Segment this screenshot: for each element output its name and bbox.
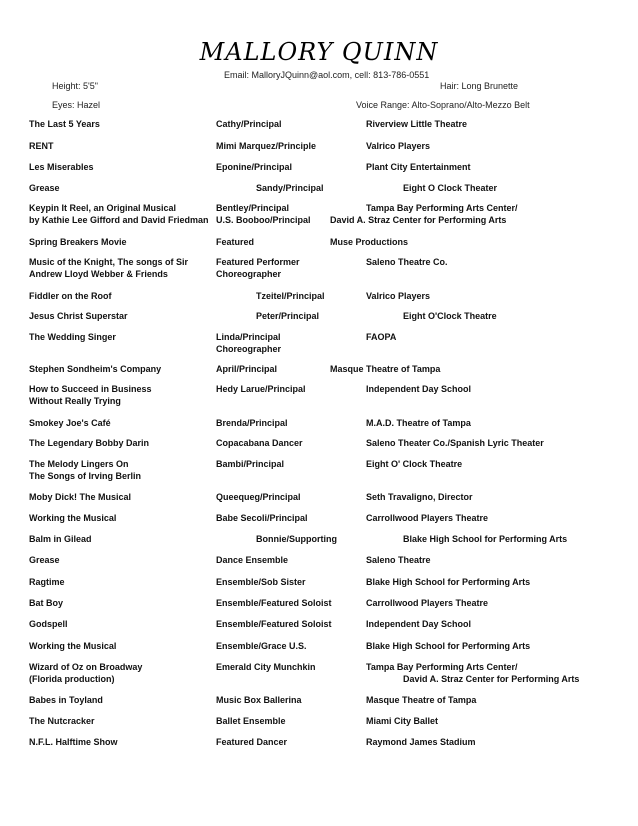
credit-venue: Eight O Clock Theater — [403, 183, 498, 193]
credit-role: Featured Performer Choreographer — [216, 257, 300, 279]
credit-role: Dance Ensemble — [216, 555, 289, 565]
credit-row — [0, 458, 638, 482]
credit-show: Balm in Gilead — [29, 534, 92, 544]
credit-row — [0, 736, 638, 760]
credit-venue: Riverview Little Theatre — [366, 119, 468, 129]
credit-venue: Masque Theatre of Tampa — [330, 364, 441, 374]
credit-role: Copacabana Dancer — [216, 438, 303, 448]
credit-venue: Eight O'Clock Theatre — [403, 311, 497, 321]
credit-show: Babes in Toyland — [29, 695, 103, 705]
credit-show: Wizard of Oz on Broadway (Florida production) — [29, 662, 143, 684]
credit-role: Ensemble/Sob Sister — [216, 577, 306, 587]
eyes-stat: Eyes: Hazel — [52, 100, 101, 110]
credit-row — [0, 202, 638, 226]
credit-show: Working the Musical — [29, 513, 117, 523]
credit-role: Babe Secoli/Principal — [216, 513, 308, 523]
credit-venue: Carrollwood Players Theatre — [366, 513, 489, 523]
credit-show: Bat Boy — [29, 598, 64, 608]
credit-show: Les Miserables — [29, 162, 94, 172]
credit-show: The Legendary Bobby Darin — [29, 438, 150, 448]
credit-row — [0, 383, 638, 407]
credit-show: Grease — [29, 183, 60, 193]
credit-show: The Wedding Singer — [29, 332, 116, 342]
credit-show: The Melody Lingers On The Songs of Irving Berlin — [29, 459, 142, 481]
credit-show: Moby Dick! The Musical — [29, 492, 132, 502]
credit-show: Music of the Knight, The songs of Sir Andrew Lloyd Webber & Friends — [29, 257, 188, 279]
contact-info: Email: MalloryJQuinn@aol.com, cell: 813-786-0551 — [224, 70, 430, 80]
credit-venue: FAOPA — [366, 332, 397, 342]
credit-role: Ensemble/Featured Soloist — [216, 598, 332, 608]
credit-venue: Valrico Players — [366, 141, 431, 151]
credit-venue: Independent Day School — [366, 384, 472, 394]
credit-role: Cathy/Principal — [216, 119, 282, 129]
credit-venue: Blake High School for Performing Arts — [366, 577, 531, 587]
credit-show: RENT — [29, 141, 54, 151]
credit-role: Music Box Ballerina — [216, 695, 302, 705]
credit-venue: Saleno Theatre — [366, 555, 431, 565]
credit-role: Ensemble/Grace U.S. — [216, 641, 307, 651]
credit-role: Eponine/Principal — [216, 162, 293, 172]
credit-venue: Eight O' Clock Theatre — [366, 459, 463, 469]
credit-show: Godspell — [29, 619, 68, 629]
credit-show: Jesus Christ Superstar — [29, 311, 128, 321]
credit-venue-line2: David A. Straz Center for Performing Arts — [403, 674, 580, 684]
credit-role: Bambi/Principal — [216, 459, 285, 469]
credit-venue: Carrollwood Players Theatre — [366, 598, 489, 608]
credit-venue: Saleno Theater Co./Spanish Lyric Theater — [366, 438, 544, 448]
credit-role: Featured Dancer — [216, 737, 288, 747]
performer-name: MALLORY QUINN — [199, 38, 439, 66]
credit-show: Keypin It Reel, an Original Musical by Kathie Lee Gifford and David Friedman — [29, 203, 209, 225]
credit-role: Featured — [216, 237, 255, 247]
credit-venue: Miami City Ballet — [366, 716, 439, 726]
credit-show: How to Succeed in Business Without Really Trying — [29, 384, 152, 406]
credit-show: Spring Breakers Movie — [29, 237, 127, 247]
credit-role: Hedy Larue/Principal — [216, 384, 306, 394]
credit-role: April/Principal — [216, 364, 278, 374]
credit-venue: Seth Travaligno, Director — [366, 492, 473, 502]
credit-row — [0, 618, 638, 642]
credit-venue: Blake High School for Performing Arts — [403, 534, 568, 544]
credit-venue: Masque Theatre of Tampa — [366, 695, 477, 705]
credit-row — [0, 661, 638, 685]
credit-show: N.F.L. Halftime Show — [29, 737, 118, 747]
credit-venue: Tampa Bay Performing Arts Center/ — [366, 662, 518, 672]
credit-role: Tzeitel/Principal — [256, 291, 325, 301]
credit-role: Linda/Principal Choreographer — [216, 332, 282, 354]
credit-venue-line2: David A. Straz Center for Performing Arts — [330, 215, 507, 225]
credit-venue: Valrico Players — [366, 291, 431, 301]
credit-row — [0, 118, 638, 142]
credit-show: The Nutcracker — [29, 716, 95, 726]
credit-venue: M.A.D. Theatre of Tampa — [366, 418, 471, 428]
credit-role: Brenda/Principal — [216, 418, 288, 428]
credit-show: Grease — [29, 555, 60, 565]
credit-role: Ballet Ensemble — [216, 716, 286, 726]
credit-show: Smokey Joe's Café — [29, 418, 111, 428]
credit-venue: Independent Day School — [366, 619, 472, 629]
credit-role: Bentley/Principal U.S. Booboo/Principal — [216, 203, 311, 225]
credit-role: Emerald City Munchkin — [216, 662, 316, 672]
credit-row — [0, 331, 638, 355]
credit-show: The Last 5 Years — [29, 119, 100, 129]
credit-venue: Tampa Bay Performing Arts Center/ — [366, 203, 518, 213]
credit-role: Queequeg/Principal — [216, 492, 301, 502]
credit-role: Mimi Marquez/Principle — [216, 141, 317, 151]
credit-role: Bonnie/Supporting — [256, 534, 337, 544]
credit-venue: Saleno Theatre Co. — [366, 257, 448, 267]
hair-stat: Hair: Long Brunette — [440, 81, 519, 91]
voice-range-stat: Voice Range: Alto-Soprano/Alto-Mezzo Belt — [356, 100, 530, 110]
credit-venue: Blake High School for Performing Arts — [366, 641, 531, 651]
credit-venue: Raymond James Stadium — [366, 737, 476, 747]
credit-venue: Muse Productions — [330, 237, 409, 247]
credit-row — [0, 256, 638, 280]
credit-venue: Plant City Entertainment — [366, 162, 471, 172]
credit-role: Sandy/Principal — [256, 183, 324, 193]
credit-show: Stephen Sondheim's Company — [29, 364, 162, 374]
credit-row — [0, 554, 638, 578]
credit-show: Ragtime — [29, 577, 65, 587]
credit-show: Fiddler on the Roof — [29, 291, 112, 301]
height-stat: Height: 5'5" — [52, 81, 98, 91]
credit-show: Working the Musical — [29, 641, 117, 651]
credit-role: Peter/Principal — [256, 311, 320, 321]
credit-role: Ensemble/Featured Soloist — [216, 619, 332, 629]
